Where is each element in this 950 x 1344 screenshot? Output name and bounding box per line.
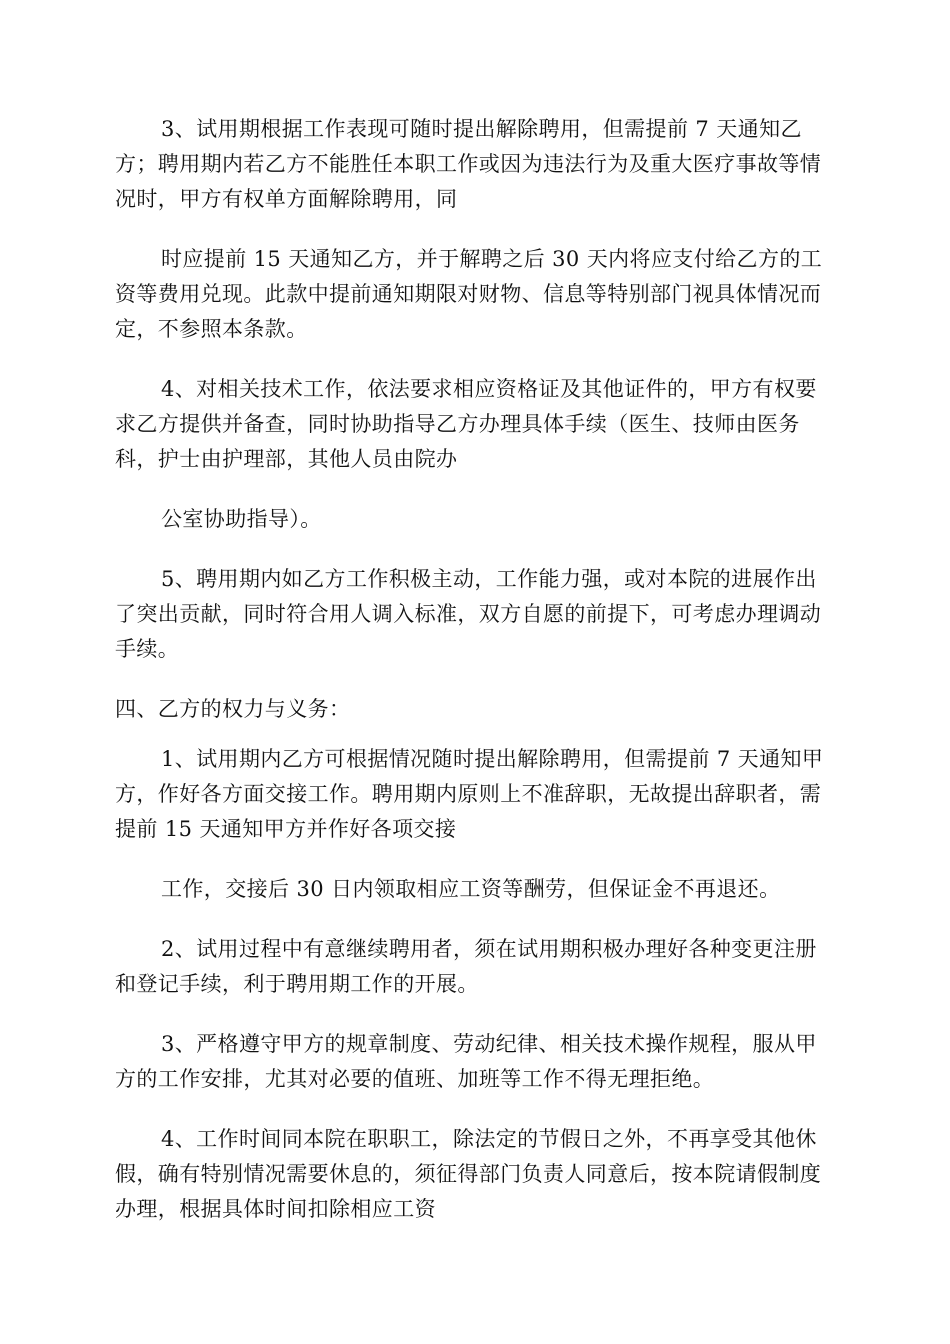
paragraph-3-regulations: 3、严格遵守甲方的规章制度、劳动纪律、相关技术操作规程，服从甲方的工作安排，尤其对必要的值班、加班等工作不得无理拒绝。 bbox=[115, 1032, 817, 1091]
paragraph-office-guidance: 公室协助指导）。 bbox=[161, 507, 322, 531]
paragraph-2-registration: 2、试用过程中有意继续聘用者，须在试用期积极办理好各种变更注册和登记手续，利于聘用期工作的开展。 bbox=[115, 937, 817, 996]
section-heading-4: 四、乙方的权力与义务： bbox=[115, 697, 351, 721]
paragraph-5-transfer: 5、聘用期内如乙方工作积极主动，工作能力强，或对本院的进展作出了突出贡献，同时符合用人调入标准，双方自愿的前提下，可考虑办理调动手续。 bbox=[115, 567, 822, 661]
paragraph-notice-continuation: 时应提前 15 天通知乙方，并于解聘之后 30 天内将应支付给乙方的工资等费用兑现。此款中提前通知期限对财物、信息等特别部门视具体情况而定，不参照本条款。 bbox=[115, 247, 823, 341]
paragraph-3-termination: 3、试用期根据工作表现可随时提出解除聘用，但需提前 7 天通知乙方；聘用期内若乙方不能胜任本职工作或因为违法行为及重大医疗事故等情况时，甲方有权单方面解除聘用，同 bbox=[115, 117, 822, 211]
paragraph-4-certificates: 4、对相关技术工作，依法要求相应资格证及其他证件的，甲方有权要求乙方提供并备查，同时协助指导乙方办理具体手续（医生、技师由医务科，护士由护理部，其他人员由院办 bbox=[115, 377, 817, 471]
paragraph-4-working-hours: 4、工作时间同本院在职职工，除法定的节假日之外，不再享受其他休假，确有特别情况需要休息的，须征得部门负责人同意后，按本院请假制度办理，根据具体时间扣除相应工资 bbox=[115, 1127, 822, 1221]
paragraph-1-resignation: 1、试用期内乙方可根据情况随时提出解除聘用，但需提前 7 天通知甲方，作好各方面交接工作。聘用期内原则上不准辞职，无故提出辞职者，需提前 15 天通知甲方并作好各项交接 bbox=[115, 747, 824, 841]
paragraph-handover-continuation: 工作，交接后 30 日内领取相应工资等酬劳，但保证金不再退还。 bbox=[161, 877, 781, 901]
